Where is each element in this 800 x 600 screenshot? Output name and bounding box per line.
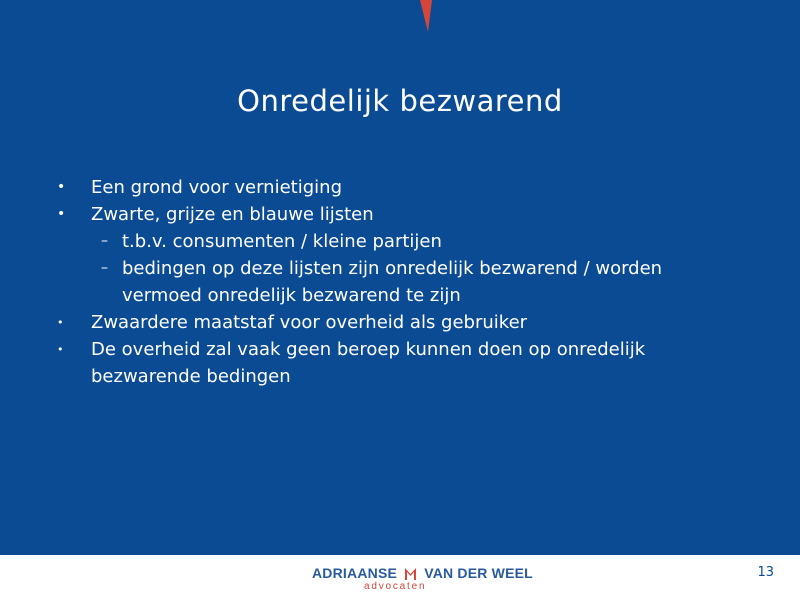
sub-bullet-item [57, 228, 757, 255]
bullet-continuation [57, 363, 757, 390]
sub-bullet-text: bedingen op deze lijsten zijn onredelijk bezwarend / worden [122, 258, 663, 279]
bullet-icon: • [57, 316, 64, 329]
sub-bullet-text: t.b.v. consumenten / kleine partijen [122, 231, 442, 252]
bullet-icon: • [57, 206, 66, 222]
bullet-text: Zwarte, grijze en blauwe lijsten [91, 204, 374, 225]
slide-body [57, 174, 757, 390]
sub-bullet-text-continued: vermoed onredelijk bezwarend te zijn [122, 285, 461, 306]
bullet-item [57, 336, 757, 363]
red-accent-icon [418, 0, 434, 32]
bullet-item [57, 201, 757, 228]
sub-bullet-continuation [57, 282, 757, 309]
dash-icon: – [101, 260, 108, 276]
logo-subtitle: advocaten [364, 581, 427, 592]
bullet-text-continued: bezwarende bedingen [91, 366, 291, 387]
bullet-item [57, 309, 757, 336]
firm-logo [312, 565, 533, 597]
slide-title: Onredelijk bezwarend [237, 84, 563, 118]
logo-mark-icon [405, 567, 416, 580]
page-number: 13 [757, 565, 774, 580]
logo-left-text: ADRIAANSE [312, 565, 398, 581]
bullet-item [57, 174, 757, 201]
logo-right-text: VAN DER WEEL [424, 565, 533, 581]
sub-bullet-item [57, 255, 757, 282]
bullet-text: Een grond voor vernietiging [91, 177, 342, 198]
logo-wordmark [312, 565, 533, 581]
dash-icon: – [101, 233, 108, 249]
bullet-text: De overheid zal vaak geen beroep kunnen doen op onredelijk [91, 339, 646, 360]
bullet-icon: • [57, 343, 64, 356]
bullet-text: Zwaardere maatstaf voor overheid als gebruiker [91, 312, 528, 333]
slide-footer [0, 555, 800, 600]
bullet-icon: • [57, 179, 66, 195]
